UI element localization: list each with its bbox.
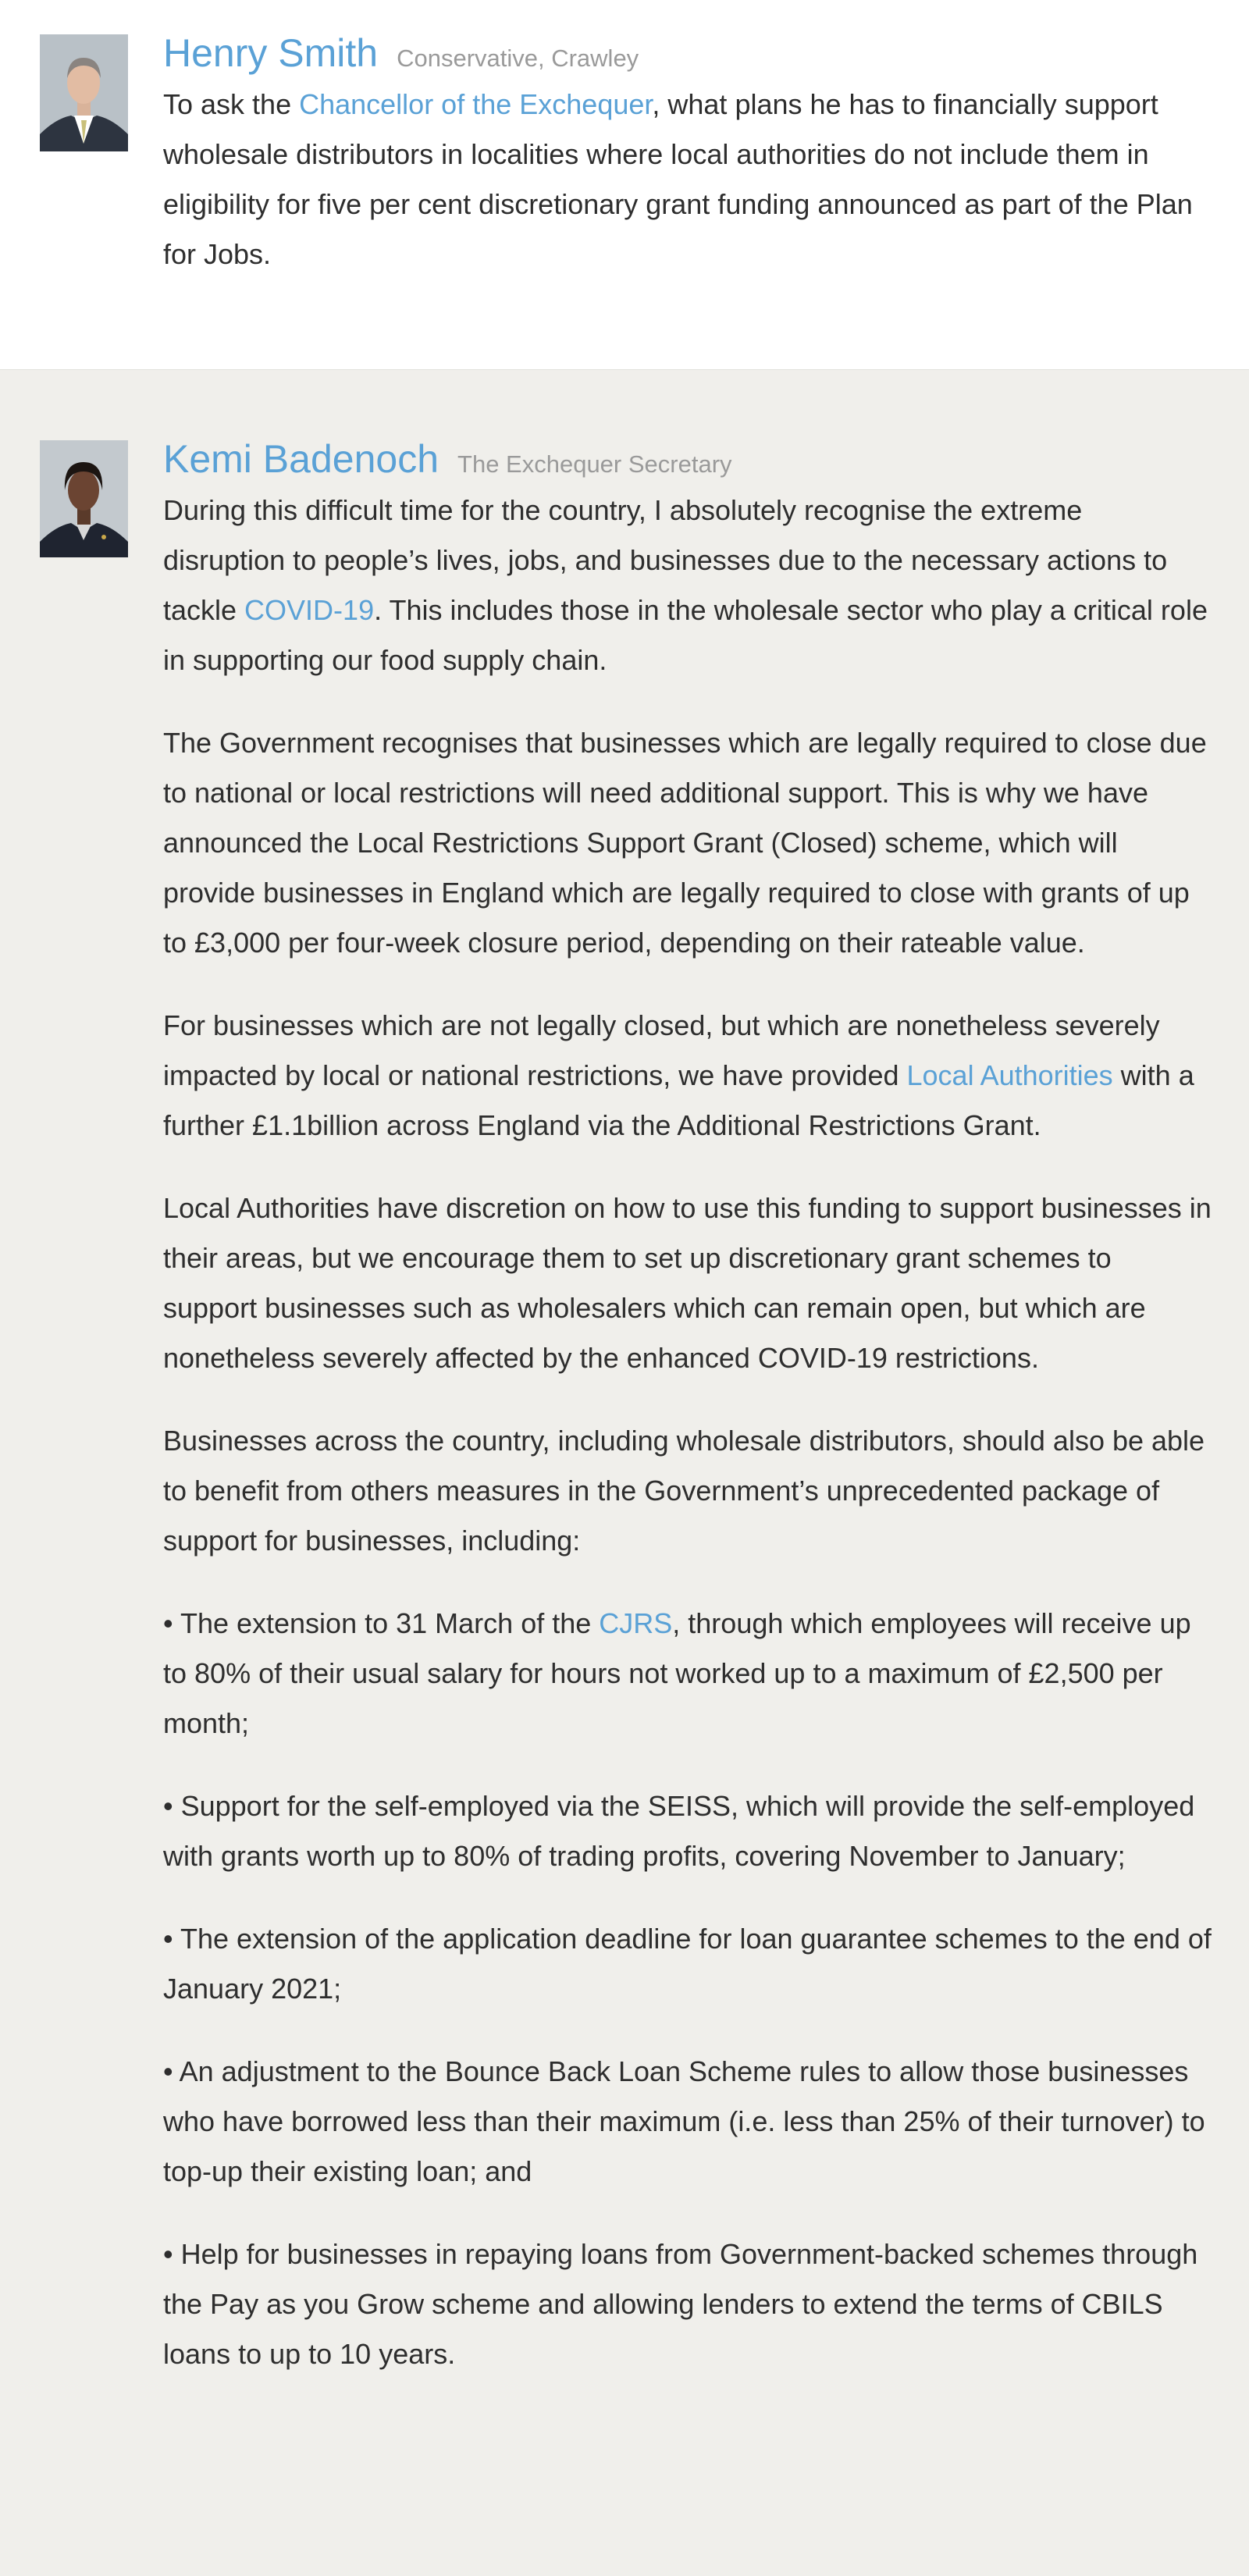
question-text [163, 80, 1212, 279]
answer-p1-end: . This includes those in the wholesale sector who play a critical role in supporting our food supply chain. [163, 594, 1208, 676]
local-authorities-link[interactable]: Local Authorities [906, 1059, 1113, 1091]
answer-bullet-3: • The extension of the application deadline for loan guarantee schemes to the end of January 2021; [163, 1923, 1212, 2005]
answer-body [0, 370, 1249, 2379]
answer-speaker [163, 432, 1212, 486]
answer-p3-end: with a further £1.1billion across England via the Additional Restrictions Grant. [163, 1059, 1194, 1141]
question-text-end: , what plans he has to financially support wholesale distributors in localities where local authorities do not include them in eligibility for five per cent discretionary grant funding announced as part of the Plan for Jobs. [163, 88, 1193, 270]
question-speaker [163, 27, 1212, 80]
member-party-constituency: Conservative, Crawley [397, 44, 639, 72]
answer-paragraph-1 [163, 486, 1212, 685]
covid-19-link[interactable]: COVID-19 [244, 594, 375, 626]
minister-role: The Exchequer Secretary [457, 450, 732, 478]
answer-section [0, 370, 1249, 2576]
answer-bullet-1 [163, 1599, 1212, 1749]
question-body [0, 0, 1249, 279]
member-name-link[interactable]: Henry Smith [163, 31, 379, 75]
answer-paragraph-4: Local Authorities have discretion on how to use this funding to support businesses in their areas, but we encourage them to set up discretionary grant schemes to support businesses such as wholesalers which can remain open, but which are nonetheless severely affected by the enhanced COVID-19 restrictions. [163, 1192, 1212, 1374]
answer-b1-start: • The extension to 31 March of the [163, 1607, 600, 1639]
answer-bullet-2: • Support for the self-employed via the SEISS, which will provide the self-employed with grants worth up to 80% of trading profits, covering November to January; [163, 1790, 1195, 1872]
question-text-start: To ask the [163, 88, 300, 120]
question-section [0, 0, 1249, 370]
minister-name-link[interactable]: Kemi Badenoch [163, 437, 439, 481]
answer-p3-start: For businesses which are not legally closed, but which are nonetheless severely impacted by local or national restrictions, we have provided [163, 1009, 1160, 1091]
answer-b1-end: , through which employees will receive up to 80% of their usual salary for hours not worked up to a maximum of £2,500 per month; [163, 1607, 1191, 1739]
answer-paragraph-5: Businesses across the country, including wholesale distributors, should also be able to benefit from others measures in the Government’s unprecedented package of support for businesses, including: [163, 1425, 1205, 1557]
answer-paragraph-2: The Government recognises that businesses which are legally required to close due to national or local restrictions will need additional support. This is why we have announced the Local Restrictions Support Grant (Closed) scheme, which will provide businesses in England which are legally required to close with grants of up to £3,000 per four-week closure period, depending on their rateable value. [163, 727, 1207, 959]
cjrs-link[interactable]: CJRS [599, 1607, 673, 1639]
chancellor-link[interactable]: Chancellor of the Exchequer [299, 88, 653, 120]
answer-paragraph-3 [163, 1001, 1212, 1151]
answer-bullet-4: • An adjustment to the Bounce Back Loan Scheme rules to allow those businesses who have borrowed less than their maximum (i.e. less than 25% of their turnover) to top-up their existing loan; and [163, 2055, 1205, 2187]
answer-p1-start: During this difficult time for the country, I absolutely recognise the extreme disruption to people’s lives, jobs, and businesses due to the necessary actions to tackle [163, 494, 1168, 626]
answer-bullet-5: • Help for businesses in repaying loans from Government-backed schemes through the Pay as you Grow scheme and allowing lenders to extend the terms of CBILS loans to up to 10 years. [163, 2238, 1198, 2370]
